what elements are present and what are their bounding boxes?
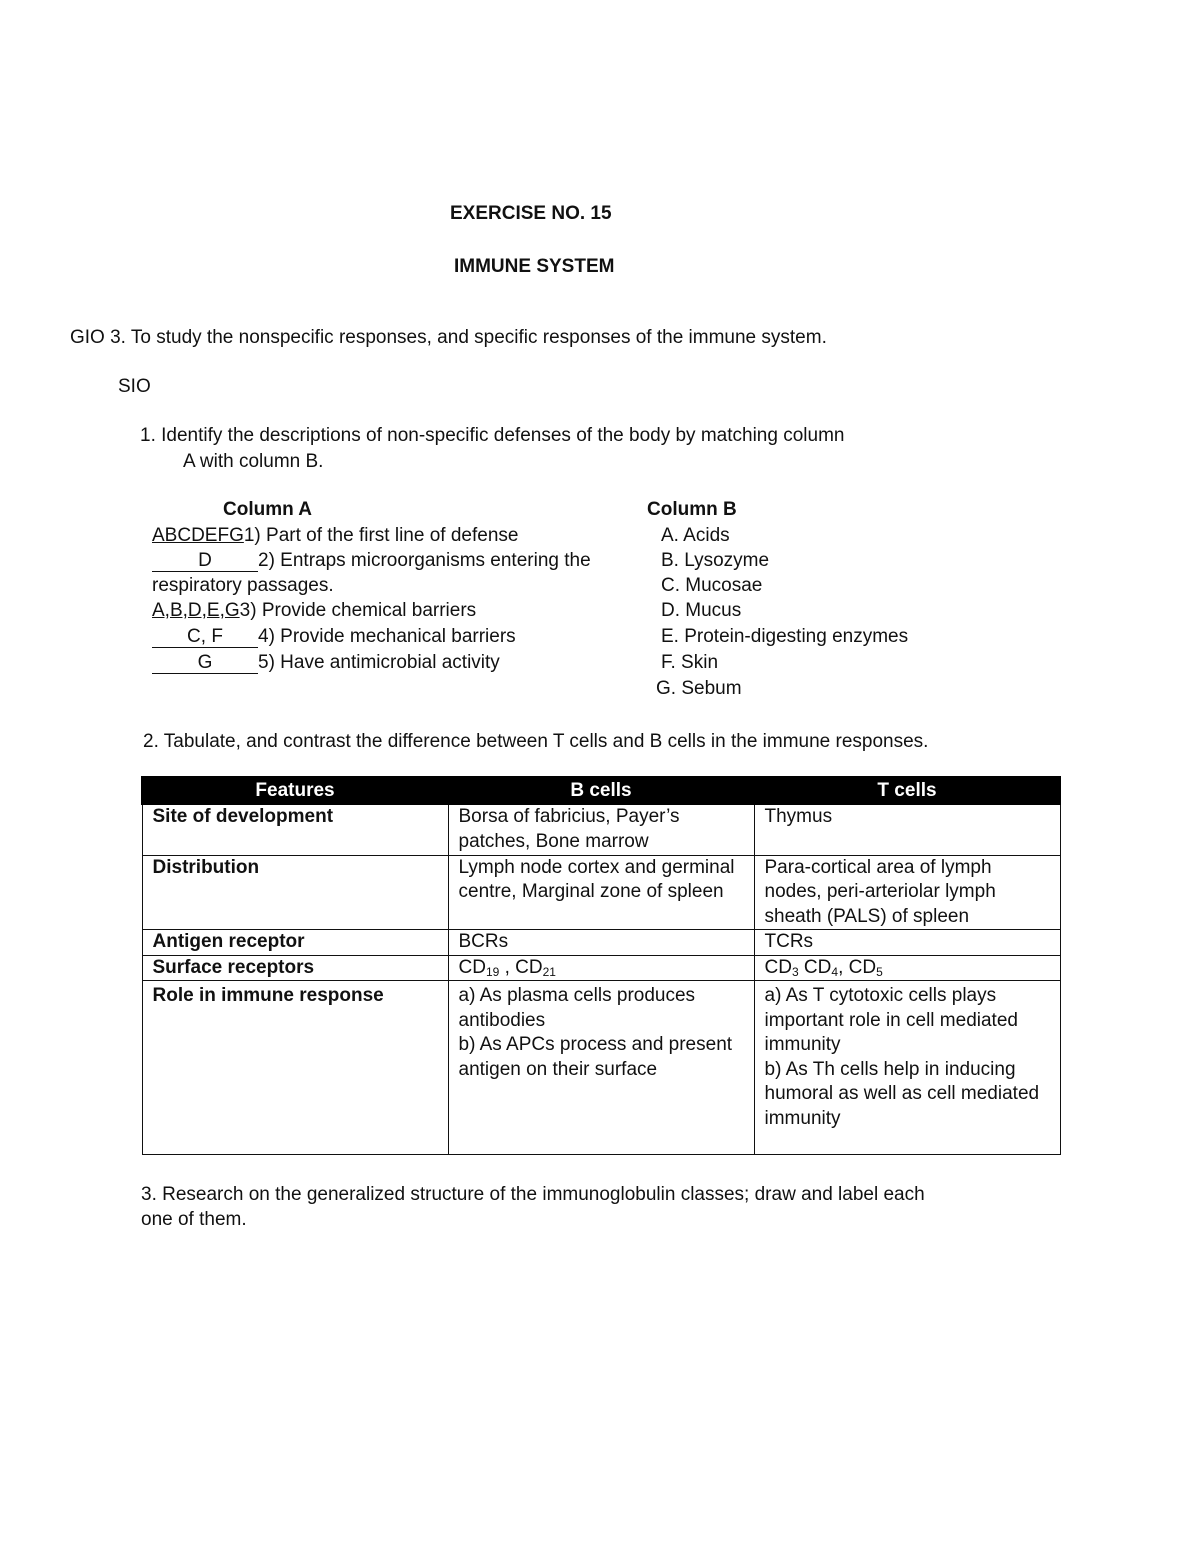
receptor-text: , CD (838, 956, 877, 978)
column-b-item: G. Sebum (656, 678, 742, 699)
column-a-item-4 (152, 626, 516, 648)
t-cell: Thymus (754, 804, 1060, 855)
column-a-item-text: 2) Entraps microorganisms entering the (258, 550, 591, 571)
column-a-item-2 (152, 550, 591, 572)
table-row (142, 981, 1060, 1155)
feature-cell: Distribution (142, 855, 448, 930)
comparison-table (141, 776, 1061, 1155)
column-a-item-text: 5) Have antimicrobial activity (258, 652, 500, 673)
role-line: a) As plasma cells produces antibodies (458, 985, 696, 1031)
answer-blank[interactable]: D (152, 550, 258, 572)
b-cell: Borsa of fabricius, Payer’s patches, Bone marrow (448, 804, 754, 855)
column-a-item-5 (152, 652, 500, 674)
table-row (142, 855, 1060, 930)
feature-cell: Role in immune response (142, 981, 448, 1155)
column-a-item-3 (152, 600, 476, 622)
answer-blank[interactable]: A,B,D,E,G (152, 600, 240, 621)
column-b-item: D. Mucus (661, 600, 742, 621)
column-b-item: F. Skin (661, 652, 719, 673)
t-cell: TCRs (754, 930, 1060, 956)
table-row (142, 930, 1060, 956)
t-cell: Para-cortical area of lymph nodes, peri-arteriolar lymph sheath (PALS) of spleen (754, 855, 1060, 930)
column-a-header: Column A (223, 499, 313, 520)
receptor-text: CD (798, 956, 832, 978)
column-b-item: C. Mucosae (661, 575, 763, 596)
item2-instruction: 2. Tabulate, and contrast the difference between T cells and B cells in the immune responses. (143, 731, 929, 752)
table-row (142, 955, 1060, 981)
column-b-item: E. Protein-digesting enzymes (661, 626, 909, 647)
table-header-row (142, 777, 1060, 804)
feature-cell: Surface receptors (142, 955, 448, 981)
b-cell (448, 955, 754, 981)
item1-instruction-line2: A with column B. (183, 451, 324, 472)
table-header-cell: B cells (448, 777, 754, 804)
column-a-item-1 (152, 525, 518, 547)
receptor-subscript: 3 (791, 964, 799, 979)
feature-cell: Antigen receptor (142, 930, 448, 956)
column-a-item-text: 1) Part of the first line of defense (243, 525, 519, 546)
column-a-item-text: respiratory passages. (152, 575, 334, 596)
column-a-item-2-continued (152, 575, 334, 597)
t-cell (754, 955, 1060, 981)
column-a-item-text: 4) Provide mechanical barriers (258, 626, 516, 647)
receptor-subscript: 19 (485, 964, 500, 979)
feature-cell: Site of development (142, 804, 448, 855)
b-cell (448, 981, 754, 1155)
column-b-item: B. Lysozyme (661, 550, 770, 571)
t-cell (754, 981, 1060, 1155)
item3-instruction-line1: 3. Research on the generalized structure of the immunoglobulin classes; draw and label each (141, 1184, 925, 1205)
role-line: b) As APCs process and present antigen on their surface (458, 1034, 733, 1080)
column-a-item-text: 3) Provide chemical barriers (239, 600, 477, 621)
b-cell: BCRs (448, 930, 754, 956)
b-cell: Lymph node cortex and germinal centre, Marginal zone of spleen (448, 855, 754, 930)
answer-blank[interactable]: C, F (152, 626, 258, 648)
answer-blank[interactable]: ABCDEFG (152, 525, 244, 546)
receptor-text: , CD (499, 956, 543, 978)
column-b-header: Column B (647, 499, 737, 520)
item3-instruction-line2: one of them. (141, 1209, 247, 1230)
sio-label: SIO (118, 376, 151, 397)
item1-instruction-line1: 1. Identify the descriptions of non-specific defenses of the body by matching column (140, 425, 845, 446)
receptor-text: CD (764, 956, 792, 978)
receptor-text: CD (458, 956, 486, 978)
receptor-subscript: 5 (876, 964, 883, 979)
receptor-subscript: 4 (831, 964, 839, 979)
answer-blank[interactable]: G (152, 652, 258, 674)
receptor-subscript: 21 (542, 964, 556, 979)
gio-statement: GIO 3. To study the nonspecific responses, and specific responses of the immune system. (70, 327, 827, 348)
table-header-cell: Features (142, 777, 448, 804)
table-row (142, 804, 1060, 855)
table-header-cell: T cells (754, 777, 1060, 804)
role-line: b) As Th cells help in inducing humoral as well as cell mediated immunity (764, 1058, 1040, 1129)
page-subtitle: IMMUNE SYSTEM (454, 256, 615, 277)
page-title: EXERCISE NO. 15 (450, 203, 612, 224)
column-b-item: A. Acids (661, 525, 730, 546)
role-line: a) As T cytotoxic cells plays important role in cell mediated immunity (764, 985, 1018, 1055)
